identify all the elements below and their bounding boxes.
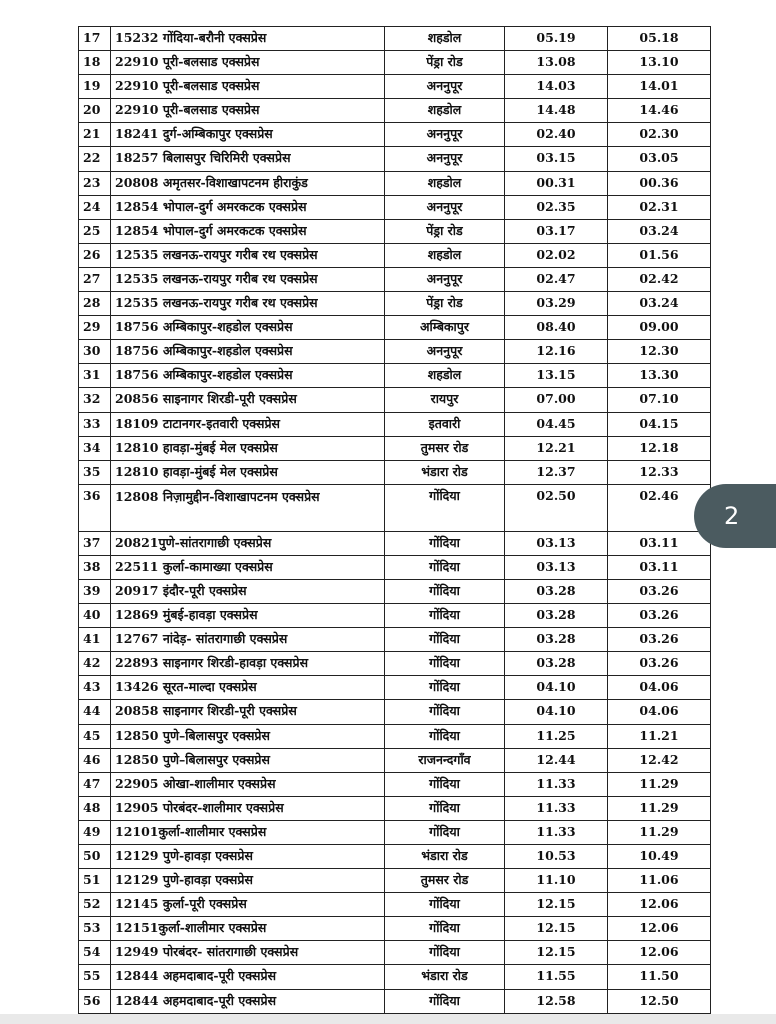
station-cell: गोंदिया <box>385 893 505 917</box>
serial-number-cell: 55 <box>79 965 111 989</box>
time-2-cell: 11.29 <box>608 796 711 820</box>
time-2-cell: 14.01 <box>608 75 711 99</box>
time-2-cell: 03.11 <box>608 531 711 555</box>
time-2-cell: 14.46 <box>608 99 711 123</box>
table-row <box>79 748 711 772</box>
serial-number-cell: 17 <box>79 27 111 51</box>
time-1-cell: 12.16 <box>505 340 608 364</box>
time-1-cell: 07.00 <box>505 388 608 412</box>
time-2-cell: 10.49 <box>608 845 711 869</box>
time-2-cell: 12.06 <box>608 917 711 941</box>
train-name-cell: 12129 पुणे-हावड़ा एक्सप्रेस <box>111 845 385 869</box>
time-2-cell: 04.06 <box>608 676 711 700</box>
train-name-cell: 20858 साइनागर शिरडी-पूरी एक्सप्रेस <box>111 700 385 724</box>
train-name-cell: 12844 अहमदाबाद-पूरी एक्सप्रेस <box>111 965 385 989</box>
time-1-cell: 11.33 <box>505 796 608 820</box>
time-1-cell: 03.15 <box>505 147 608 171</box>
time-1-cell: 12.15 <box>505 917 608 941</box>
serial-number-cell: 48 <box>79 796 111 820</box>
time-2-cell: 04.15 <box>608 412 711 436</box>
table-row <box>79 917 711 941</box>
table-row <box>79 316 711 340</box>
station-cell: गोंदिया <box>385 700 505 724</box>
time-1-cell: 02.47 <box>505 267 608 291</box>
table-row <box>79 941 711 965</box>
time-2-cell: 12.42 <box>608 748 711 772</box>
table-row <box>79 845 711 869</box>
table-row <box>79 460 711 484</box>
serial-number-cell: 24 <box>79 195 111 219</box>
train-name-cell: 12535 लखनऊ-रायपुर गरीब रथ एक्सप्रेस <box>111 267 385 291</box>
station-cell: पेंड्रा रोड <box>385 292 505 316</box>
serial-number-cell: 29 <box>79 316 111 340</box>
train-name-cell: 12810 हावड़ा-मुंबई मेल एक्सप्रेस <box>111 436 385 460</box>
station-cell: शहडोल <box>385 27 505 51</box>
time-2-cell: 13.30 <box>608 364 711 388</box>
table-row <box>79 484 711 531</box>
table-row <box>79 820 711 844</box>
station-cell: भंडारा रोड <box>385 460 505 484</box>
time-2-cell: 02.31 <box>608 195 711 219</box>
train-name-cell: 22511 कुर्ला-कामाख्या एक्सप्रेस <box>111 555 385 579</box>
train-name-cell: 20808 अमृतसर-विशाखापटनम हीराकुंड <box>111 171 385 195</box>
time-2-cell: 02.46 <box>608 484 711 531</box>
serial-number-cell: 26 <box>79 243 111 267</box>
serial-number-cell: 30 <box>79 340 111 364</box>
train-name-cell: 12869 मुंबई-हावड़ा एक्सप्रेस <box>111 604 385 628</box>
station-cell: अननुपूर <box>385 147 505 171</box>
train-name-cell: 22910 पूरी-बलसाड एक्सप्रेस <box>111 75 385 99</box>
station-cell: शहडोल <box>385 364 505 388</box>
time-2-cell: 03.26 <box>608 628 711 652</box>
serial-number-cell: 19 <box>79 75 111 99</box>
station-cell: गोंदिया <box>385 484 505 531</box>
serial-number-cell: 53 <box>79 917 111 941</box>
time-1-cell: 12.58 <box>505 989 608 1013</box>
table-row <box>79 628 711 652</box>
time-2-cell: 03.24 <box>608 219 711 243</box>
time-2-cell: 02.42 <box>608 267 711 291</box>
table-row <box>79 700 711 724</box>
train-name-cell: 18756 अम्बिकापुर-शहडोल एक्सप्रेस <box>111 364 385 388</box>
station-cell: गोंदिया <box>385 917 505 941</box>
time-2-cell: 12.30 <box>608 340 711 364</box>
time-2-cell: 12.50 <box>608 989 711 1013</box>
train-name-cell: 12145 कुर्ला-पूरी एक्सप्रेस <box>111 893 385 917</box>
train-name-cell: 12101कुर्ला-शालीमार एक्सप्रेस <box>111 820 385 844</box>
time-2-cell: 11.21 <box>608 724 711 748</box>
serial-number-cell: 37 <box>79 531 111 555</box>
time-1-cell: 12.44 <box>505 748 608 772</box>
station-cell: गोंदिया <box>385 989 505 1013</box>
serial-number-cell: 43 <box>79 676 111 700</box>
time-2-cell: 02.30 <box>608 123 711 147</box>
station-cell: भंडारा रोड <box>385 965 505 989</box>
time-2-cell: 11.50 <box>608 965 711 989</box>
time-2-cell: 09.00 <box>608 316 711 340</box>
table-row <box>79 99 711 123</box>
station-cell: शहडोल <box>385 171 505 195</box>
train-name-cell: 12949 पोरबंदर- सांतरागाछी एक्सप्रेस <box>111 941 385 965</box>
time-2-cell: 12.33 <box>608 460 711 484</box>
serial-number-cell: 33 <box>79 412 111 436</box>
station-cell: अम्बिकापुर <box>385 316 505 340</box>
time-1-cell: 14.48 <box>505 99 608 123</box>
time-2-cell: 03.26 <box>608 604 711 628</box>
train-name-cell: 22910 पूरी-बलसाड एक्सप्रेस <box>111 99 385 123</box>
table-row <box>79 796 711 820</box>
table-row <box>79 340 711 364</box>
station-cell: गोंदिया <box>385 579 505 603</box>
time-1-cell: 02.02 <box>505 243 608 267</box>
serial-number-cell: 18 <box>79 51 111 75</box>
station-cell: गोंदिया <box>385 796 505 820</box>
time-1-cell: 12.15 <box>505 941 608 965</box>
train-schedule-table <box>78 26 711 1014</box>
table-row <box>79 75 711 99</box>
station-cell: अननुपूर <box>385 340 505 364</box>
station-cell: गोंदिया <box>385 941 505 965</box>
time-2-cell: 11.06 <box>608 869 711 893</box>
time-2-cell: 12.06 <box>608 893 711 917</box>
time-1-cell: 03.13 <box>505 531 608 555</box>
serial-number-cell: 36 <box>79 484 111 531</box>
train-name-cell: 20917 इंदौर-पूरी एक्सप्रेस <box>111 579 385 603</box>
serial-number-cell: 54 <box>79 941 111 965</box>
time-2-cell: 05.18 <box>608 27 711 51</box>
train-name-cell: 18257 बिलासपुर चिरिमिरी एक्सप्रेस <box>111 147 385 171</box>
station-cell: पेंड्रा रोड <box>385 51 505 75</box>
station-cell: अननुपूर <box>385 195 505 219</box>
station-cell: गोंदिया <box>385 820 505 844</box>
table-row <box>79 869 711 893</box>
station-cell: गोंदिया <box>385 604 505 628</box>
table-row <box>79 436 711 460</box>
serial-number-cell: 21 <box>79 123 111 147</box>
time-1-cell: 12.15 <box>505 893 608 917</box>
serial-number-cell: 52 <box>79 893 111 917</box>
train-name-cell: 13426 सूरत-माल्दा एक्सप्रेस <box>111 676 385 700</box>
time-2-cell: 12.18 <box>608 436 711 460</box>
time-1-cell: 13.08 <box>505 51 608 75</box>
page-indicator-badge[interactable]: 2 <box>694 484 776 548</box>
train-name-cell: 15232 गोंदिया-बरौनी एक्सप्रेस <box>111 27 385 51</box>
train-name-cell: 22893 साइनागर शिरडी-हावड़ा एक्सप्रेस <box>111 652 385 676</box>
table-row <box>79 147 711 171</box>
table-row <box>79 579 711 603</box>
train-name-cell: 18241 दुर्ग-अम्बिकापुर एक्सप्रेस <box>111 123 385 147</box>
time-1-cell: 03.28 <box>505 652 608 676</box>
serial-number-cell: 40 <box>79 604 111 628</box>
station-cell: रायपुर <box>385 388 505 412</box>
serial-number-cell: 42 <box>79 652 111 676</box>
time-2-cell: 11.29 <box>608 772 711 796</box>
serial-number-cell: 44 <box>79 700 111 724</box>
train-name-cell: 18109 टाटानगर-इतवारी एक्सप्रेस <box>111 412 385 436</box>
bottom-edge <box>0 1014 776 1024</box>
table-row <box>79 267 711 291</box>
station-cell: गोंदिया <box>385 531 505 555</box>
serial-number-cell: 46 <box>79 748 111 772</box>
time-2-cell: 03.26 <box>608 579 711 603</box>
time-2-cell: 03.26 <box>608 652 711 676</box>
station-cell: अननुपूर <box>385 123 505 147</box>
serial-number-cell: 31 <box>79 364 111 388</box>
train-name-cell: 12844 अहमदाबाद-पूरी एक्सप्रेस <box>111 989 385 1013</box>
table-row <box>79 724 711 748</box>
table-row <box>79 27 711 51</box>
serial-number-cell: 39 <box>79 579 111 603</box>
station-cell: गोंदिया <box>385 724 505 748</box>
table-row <box>79 51 711 75</box>
time-1-cell: 13.15 <box>505 364 608 388</box>
station-cell: शहडोल <box>385 243 505 267</box>
table-body <box>79 27 711 1014</box>
serial-number-cell: 32 <box>79 388 111 412</box>
station-cell: तुमसर रोड <box>385 869 505 893</box>
train-name-cell: 12535 लखनऊ-रायपुर गरीब रथ एक्सप्रेस <box>111 292 385 316</box>
table-row <box>79 989 711 1013</box>
train-name-cell: 22905 ओखा-शालीमार एक्सप्रेस <box>111 772 385 796</box>
train-name-cell: 12129 पुणे-हावड़ा एक्सप्रेस <box>111 869 385 893</box>
table-row <box>79 364 711 388</box>
time-1-cell: 00.31 <box>505 171 608 195</box>
time-2-cell: 12.06 <box>608 941 711 965</box>
time-2-cell: 01.56 <box>608 243 711 267</box>
time-1-cell: 11.25 <box>505 724 608 748</box>
table-row <box>79 676 711 700</box>
serial-number-cell: 25 <box>79 219 111 243</box>
time-1-cell: 08.40 <box>505 316 608 340</box>
time-1-cell: 03.17 <box>505 219 608 243</box>
table-row <box>79 243 711 267</box>
serial-number-cell: 56 <box>79 989 111 1013</box>
station-cell: गोंदिया <box>385 676 505 700</box>
serial-number-cell: 27 <box>79 267 111 291</box>
train-name-cell: 12767 नांदेड़- सांतरागाछी एक्सप्रेस <box>111 628 385 652</box>
station-cell: इतवारी <box>385 412 505 436</box>
train-name-cell: 12535 लखनऊ-रायपुर गरीब रथ एक्सप्रेस <box>111 243 385 267</box>
time-1-cell: 04.10 <box>505 676 608 700</box>
time-1-cell: 04.45 <box>505 412 608 436</box>
time-1-cell: 04.10 <box>505 700 608 724</box>
table-row <box>79 292 711 316</box>
table-row <box>79 388 711 412</box>
time-1-cell: 03.13 <box>505 555 608 579</box>
train-name-cell: 22910 पूरी-बलसाड एक्सप्रेस <box>111 51 385 75</box>
serial-number-cell: 34 <box>79 436 111 460</box>
serial-number-cell: 45 <box>79 724 111 748</box>
time-2-cell: 03.24 <box>608 292 711 316</box>
serial-number-cell: 47 <box>79 772 111 796</box>
time-1-cell: 11.33 <box>505 820 608 844</box>
train-name-cell: 12905 पोरबंदर-शालीमार एक्सप्रेस <box>111 796 385 820</box>
time-2-cell: 04.06 <box>608 700 711 724</box>
time-1-cell: 02.40 <box>505 123 608 147</box>
time-2-cell: 00.36 <box>608 171 711 195</box>
station-cell: अननुपूर <box>385 267 505 291</box>
time-1-cell: 12.37 <box>505 460 608 484</box>
time-1-cell: 03.28 <box>505 604 608 628</box>
table-row <box>79 652 711 676</box>
time-1-cell: 03.29 <box>505 292 608 316</box>
train-name-cell: 18756 अम्बिकापुर-शहडोल एक्सप्रेस <box>111 316 385 340</box>
station-cell: शहडोल <box>385 99 505 123</box>
serial-number-cell: 20 <box>79 99 111 123</box>
train-name-cell: 12810 हावड़ा-मुंबई मेल एक्सप्रेस <box>111 460 385 484</box>
time-2-cell: 03.11 <box>608 555 711 579</box>
station-cell: गोंदिया <box>385 652 505 676</box>
time-1-cell: 03.28 <box>505 628 608 652</box>
table-row <box>79 123 711 147</box>
train-name-cell: 18756 अम्बिकापुर-शहडोल एक्सप्रेस <box>111 340 385 364</box>
time-1-cell: 11.10 <box>505 869 608 893</box>
time-1-cell: 11.33 <box>505 772 608 796</box>
station-cell: भंडारा रोड <box>385 845 505 869</box>
serial-number-cell: 49 <box>79 820 111 844</box>
serial-number-cell: 35 <box>79 460 111 484</box>
time-2-cell: 03.05 <box>608 147 711 171</box>
time-1-cell: 02.50 <box>505 484 608 531</box>
station-cell: तुमसर रोड <box>385 436 505 460</box>
table-row <box>79 893 711 917</box>
train-name-cell: 12808 निज़ामुद्दीन-विशाखापटनम एक्सप्रेस <box>111 484 385 531</box>
table-row <box>79 171 711 195</box>
serial-number-cell: 50 <box>79 845 111 869</box>
time-2-cell: 11.29 <box>608 820 711 844</box>
table-row <box>79 531 711 555</box>
train-name-cell: 12850 पुणे–बिलासपुर एक्सप्रेस <box>111 724 385 748</box>
table-row <box>79 195 711 219</box>
time-1-cell: 11.55 <box>505 965 608 989</box>
table-row <box>79 555 711 579</box>
table-row <box>79 772 711 796</box>
serial-number-cell: 23 <box>79 171 111 195</box>
station-cell: गोंदिया <box>385 555 505 579</box>
table-row <box>79 219 711 243</box>
serial-number-cell: 41 <box>79 628 111 652</box>
time-1-cell: 10.53 <box>505 845 608 869</box>
time-1-cell: 03.28 <box>505 579 608 603</box>
table-row <box>79 965 711 989</box>
station-cell: राजनन्दगाँव <box>385 748 505 772</box>
time-1-cell: 12.21 <box>505 436 608 460</box>
train-name-cell: 12151कुर्ला-शालीमार एक्सप्रेस <box>111 917 385 941</box>
train-name-cell: 20821पुणे-सांतरागाछी एक्सप्रेस <box>111 531 385 555</box>
time-2-cell: 13.10 <box>608 51 711 75</box>
time-2-cell: 07.10 <box>608 388 711 412</box>
serial-number-cell: 38 <box>79 555 111 579</box>
train-name-cell: 12854 भोपाल-दुर्ग अमरकटक एक्सप्रेस <box>111 219 385 243</box>
table-row <box>79 412 711 436</box>
serial-number-cell: 51 <box>79 869 111 893</box>
serial-number-cell: 28 <box>79 292 111 316</box>
serial-number-cell: 22 <box>79 147 111 171</box>
train-name-cell: 12850 पुणे–बिलासपुर एक्सप्रेस <box>111 748 385 772</box>
station-cell: गोंदिया <box>385 628 505 652</box>
train-name-cell: 20856 साइनागर शिरडी-पूरी एक्सप्रेस <box>111 388 385 412</box>
time-1-cell: 02.35 <box>505 195 608 219</box>
time-1-cell: 05.19 <box>505 27 608 51</box>
time-1-cell: 14.03 <box>505 75 608 99</box>
station-cell: अननुपूर <box>385 75 505 99</box>
train-name-cell: 12854 भोपाल-दुर्ग अमरकटक एक्सप्रेस <box>111 195 385 219</box>
station-cell: पेंड्रा रोड <box>385 219 505 243</box>
table-row <box>79 604 711 628</box>
station-cell: गोंदिया <box>385 772 505 796</box>
